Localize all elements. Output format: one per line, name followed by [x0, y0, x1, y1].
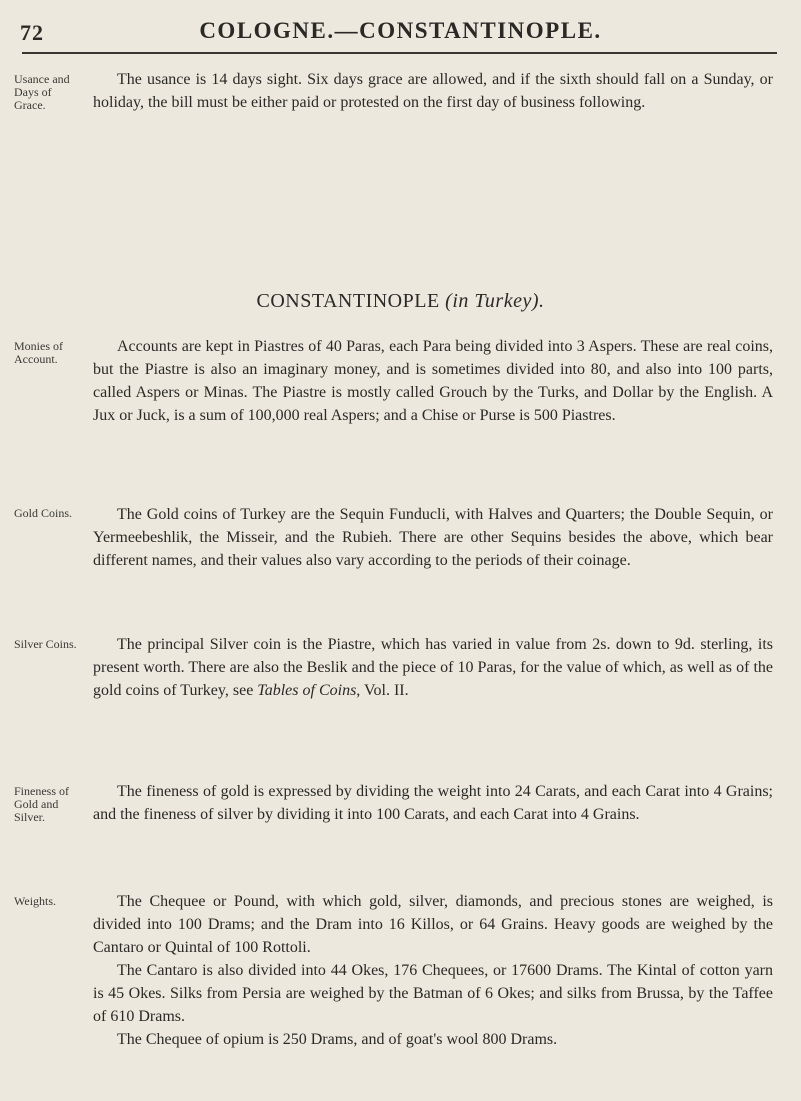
- sidenote-usance: Usance and Days of Grace.: [14, 72, 70, 112]
- sidenote-silver: Silver Coins.: [14, 637, 77, 651]
- sidenote-weights: Weights.: [14, 894, 57, 908]
- usance-text: The usance is 14 days sight. Six days grace are allowed, and if the sixth should fall on a Sunday, or holiday, the bill must be either paid or protested on the first day of business following.: [93, 71, 773, 111]
- weights-text-2: The Cantaro is also divided into 44 Okes, 176 Chequees, or 17600 Drams. The Kintal of cotton yarn is 45 Okes. Silks from Persia are weighed by the Batman of 6 Okes; and silks from Brussa, by the Taffee of 610 Drams.: [93, 962, 773, 1025]
- paragraph-monies: [93, 335, 773, 427]
- silver-text: [93, 633, 773, 702]
- paragraph-weights: [93, 890, 773, 1051]
- section-heading: [0, 290, 801, 313]
- section-title: CONSTANTINOPLE: [256, 290, 440, 312]
- silver-body: The principal Silver coin is the Piastre, which has varied in value from 2s. down to 9d. sterling, its present worth. There are also the Beslik and the piece of 10 Paras, for the value of which, as well as of the gold coins of Turkey, see: [93, 636, 773, 699]
- section-subtitle: (in Turkey).: [445, 290, 545, 312]
- header-rule: [22, 52, 777, 54]
- sidenote-fineness: Fineness of Gold and Silver.: [14, 784, 69, 824]
- weights-text-1: The Chequee or Pound, with which gold, silver, diamonds, and precious stones are weighed, is divided into 100 Drams; and the Dram into 16 Killos, or 64 Grains. Heavy goods are weighed by the Cantaro or Quintal of 100 Rottoli.: [93, 893, 773, 956]
- weights-text-3: The Chequee of opium is 250 Drams, and of goat's wool 800 Drams.: [117, 1031, 558, 1048]
- monies-text: Accounts are kept in Piastres of 40 Paras, each Para being divided into 3 Aspers. These are real coins, but the Piastre is also an imaginary money, and is sometimes divided into 80, and also into 100 parts, called Aspers or Minas. The Piastre is mostly called Grouch by the Turks, and Dollar by the English. A Jux or Juck, is a sum of 100,000 real Aspers; and a Chise or Purse is 500 Piastres.: [93, 338, 773, 424]
- paragraph-fineness: [93, 780, 773, 826]
- fineness-text: The fineness of gold is expressed by dividing the weight into 24 Carats, and each Carat into 4 Grains; and the fineness of silver by dividing it into 100 Carats, and each Carat into 4 Grains.: [93, 783, 773, 823]
- sidenote-monies: Monies of Account.: [14, 339, 63, 366]
- paragraph-silver: [93, 633, 773, 702]
- silver-reference-tail: , Vol. II.: [356, 682, 409, 699]
- running-header: COLOGNE.—CONSTANTINOPLE.: [199, 18, 602, 43]
- paragraph-usance: [93, 68, 773, 114]
- page-number: 72: [20, 20, 44, 45]
- silver-reference: Tables of Coins: [257, 682, 357, 699]
- paragraph-gold: [93, 503, 773, 572]
- sidenote-gold: Gold Coins.: [14, 506, 73, 520]
- gold-text: The Gold coins of Turkey are the Sequin Funducli, with Halves and Quarters; the Double Sequin, or Yermeebeshlik, the Misseir, and the Rubieh. There are other Sequins besides the above, which bear different names, and their values also vary according to the periods of their coinage.: [93, 506, 773, 569]
